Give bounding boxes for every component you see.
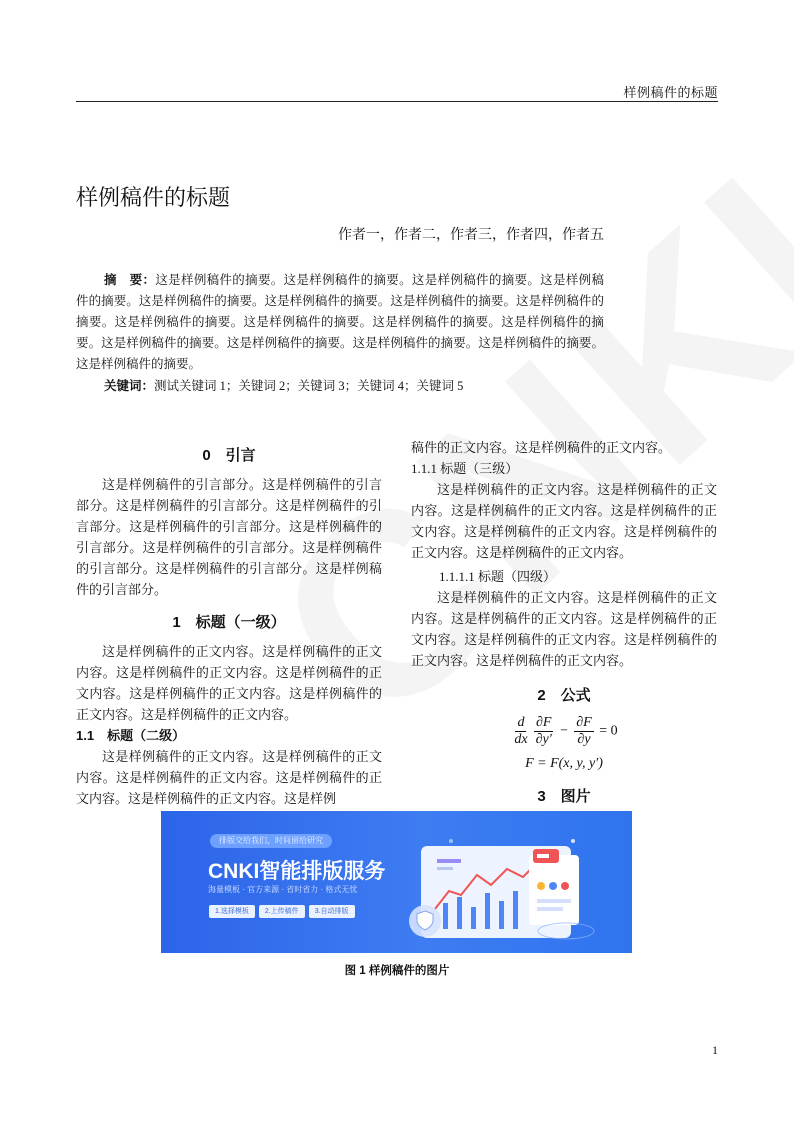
- section-heading-1-1: 1.1 标题（二级）: [76, 728, 186, 743]
- chart-bar: [443, 903, 448, 929]
- author-list: 作者一，作者二，作者三，作者四，作者五: [338, 228, 604, 243]
- banner-pill: 排版交给我们，时间留给研究: [210, 834, 332, 848]
- section-heading-1-1-1: 1.1.1 标题（三级）: [411, 461, 519, 476]
- section-heading-formula: 2 公式: [537, 687, 591, 704]
- fraction-dF-dy: $\frac{\partial F}{\partial y}$: [576, 715, 592, 747]
- banner-illustration: [391, 811, 632, 953]
- section-1-paragraph: 这是样例稿件的正文内容。这是样例稿件的正文内容。这是样例稿件的正文内容。这是样例稿件的正文内容。这是样例稿件的正文内容。这是样例稿件的正文内容。这是样例稿件的正文内容。: [76, 644, 382, 722]
- panel-line: [537, 907, 563, 911]
- alert-badge-text: [537, 854, 549, 858]
- chart-bar: [485, 893, 490, 929]
- abstract: [76, 270, 604, 375]
- chart-bar: [457, 897, 462, 929]
- section-1-1-paragraph: 这是样例稿件的正文内容。这是样例稿件的正文内容。这是样例稿件的正文内容。这是样例稿件的正文内容。这是样例稿件的正文内容。这是样例: [76, 749, 382, 806]
- right-column: [411, 437, 717, 812]
- banner-step: 3.自动排版: [309, 905, 355, 918]
- section-heading-1: 1 标题（一级）: [172, 614, 286, 631]
- running-header: 样例稿件的标题: [623, 85, 718, 100]
- page-number: 1: [712, 1043, 718, 1057]
- banner-steps: [209, 905, 355, 918]
- keywords-text: 测试关键词 1；关键词 2；关键词 3；关键词 4；关键词 5: [154, 379, 464, 393]
- status-dot-icon: [549, 882, 557, 890]
- status-dot-icon: [561, 882, 569, 890]
- fraction-d-dx: $\frac{d}{dx}$: [514, 715, 528, 747]
- section-1-1-1-paragraph: 这是样例稿件的正文内容。这是样例稿件的正文内容。这是样例稿件的正文内容。这是样例稿件的正文内容。这是样例稿件的正文内容。这是样例稿件的正文内容。这是样例稿件的正文内容。: [411, 482, 717, 560]
- dashboard-label-bar: [437, 859, 461, 863]
- intro-paragraph: 这是样例稿件的引言部分。这是样例稿件的引言部分。这是样例稿件的引言部分。这是样例稿件的引言部分。这是样例稿件的引言部分。这是样例稿件的引言部分。这是样例稿件的引言部分。这是样例稿件的引言部分。这是样例稿件的引言部分。这是样例稿件的引言部分。: [76, 477, 382, 597]
- section-heading-figure: 3 图片: [537, 788, 591, 805]
- abstract-label: 摘 要：: [104, 273, 156, 287]
- header-rule: [76, 101, 718, 102]
- formula-2: F = F(x, y, y′): [525, 756, 603, 771]
- left-column: [76, 441, 382, 809]
- banner-subtitle: 海量模板 · 官方来源 · 省时省力 · 格式无忧: [208, 885, 358, 894]
- section-1-1-continued: 稿件的正文内容。这是样例稿件的正文内容。: [411, 440, 672, 455]
- fraction-dF-dy-prime: $\frac{\partial F}{\partial y'}$: [535, 715, 552, 747]
- section-1-1-1-1-paragraph: 这是样例稿件的正文内容。这是样例稿件的正文内容。这是样例稿件的正文内容。这是样例稿件的正文内容。这是样例稿件的正文内容。这是样例稿件的正文内容。这是样例稿件的正文内容。: [411, 590, 717, 668]
- banner-step: 2.上传稿件: [259, 905, 305, 918]
- chart-bar: [513, 891, 518, 929]
- banner-title: CNKI智能排版服务: [208, 860, 386, 883]
- paper-title: 样例稿件的标题: [76, 185, 231, 210]
- status-dot-icon: [537, 882, 545, 890]
- chart-bar: [499, 901, 504, 929]
- banner-step: 1.选择模板: [209, 905, 255, 918]
- keywords-label: 关键词：: [104, 379, 155, 393]
- dot-icon: [449, 839, 453, 843]
- section-heading-1-1-1-1: 1.1.1.1 标题（四级）: [439, 569, 557, 584]
- dashboard-label-bar: [437, 867, 453, 870]
- abstract-text: 这是样例稿件的摘要。这是样例稿件的摘要。这是样例稿件的摘要。这是样例稿件的摘要。这是样例稿件的摘要。这是样例稿件的摘要。这是样例稿件的摘要。这是样例稿件的摘要。这是样例稿件的摘要。这是样例稿件的摘要。这是样例稿件的摘要。这是样例稿件的摘要。这是样例稿件的摘要。这是样例稿件的摘要。这是样例稿件的摘要。这是样例稿件的摘要。这是样例稿件的摘要。: [76, 273, 604, 371]
- dot-icon: [571, 839, 575, 843]
- formula-1: $\frac{d}{dx}$ $\frac{\partial F}{\partial y'}$ − $\frac{\partial F}{\partial y}$ = 0: [514, 715, 618, 747]
- figure-image: [161, 811, 632, 953]
- figure-caption: 图 1 样例稿件的图片: [344, 965, 450, 977]
- section-heading-intro: 0 引言: [202, 447, 256, 464]
- keywords: [104, 376, 463, 394]
- side-panel: [529, 855, 579, 925]
- chart-bar: [471, 907, 476, 929]
- panel-line: [537, 899, 571, 903]
